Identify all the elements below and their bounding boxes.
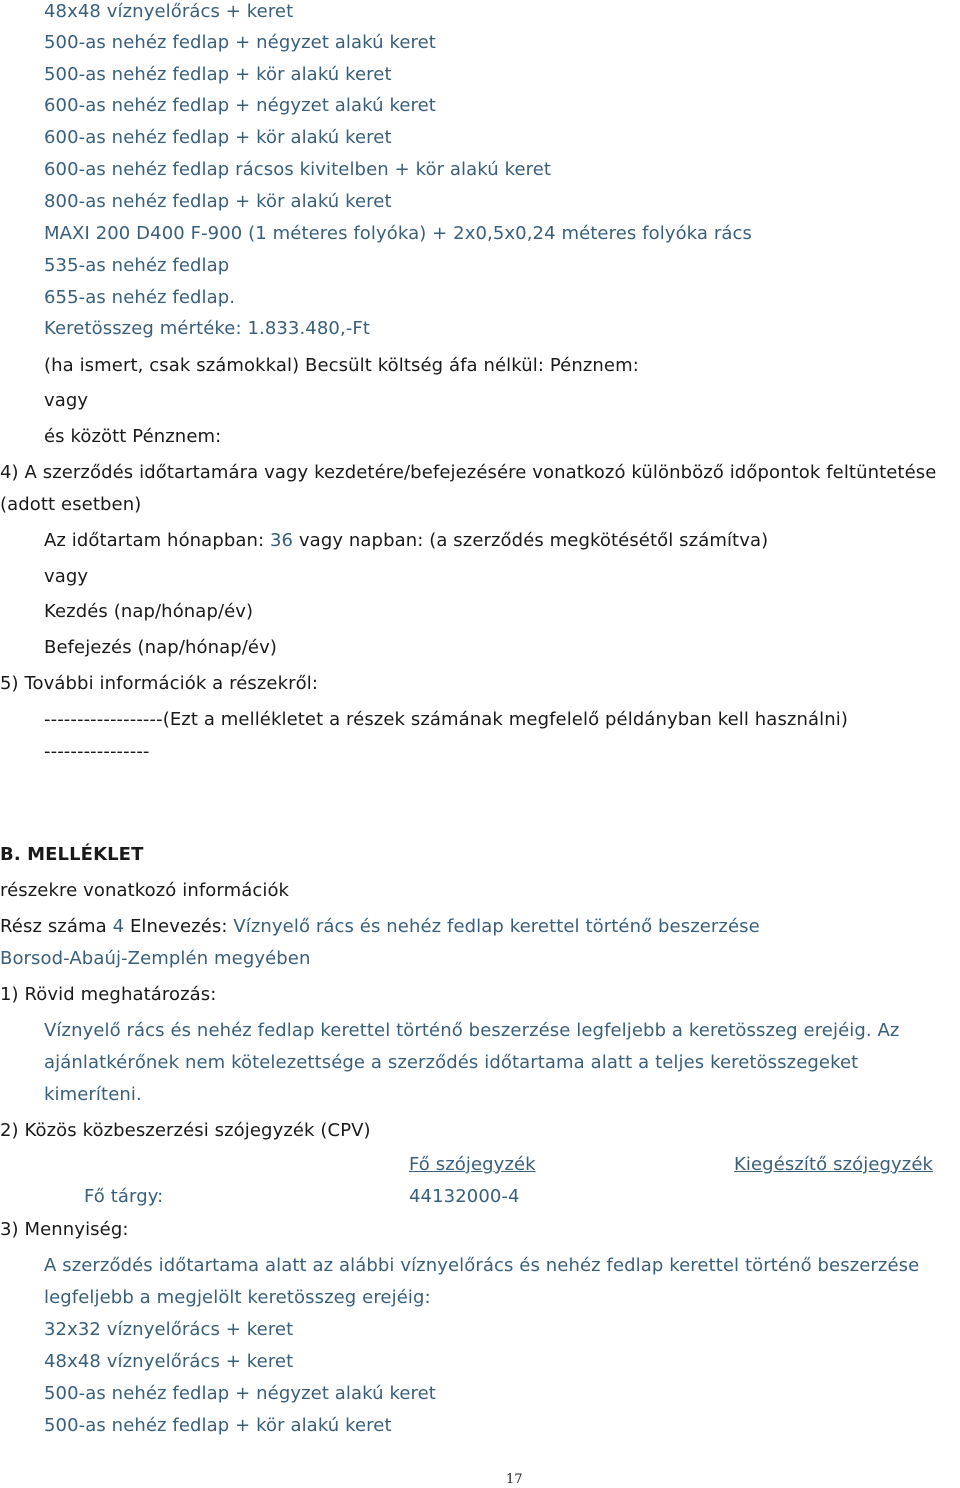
quantity-list-item: 32x32 víznyelőrács + keret xyxy=(44,1319,294,1340)
top-list-item: 535-as nehéz fedlap xyxy=(44,255,230,276)
estimate-line: (ha ismert, csak számokkal) Becsült költség áfa nélkül: Pénznem: xyxy=(44,355,639,376)
annex-subtitle: részekre vonatkozó információk xyxy=(0,880,290,901)
top-list-item: 600-as nehéz fedlap + négyzet alakú keret xyxy=(44,95,436,116)
section-5-dashes: ---------------- xyxy=(44,741,150,762)
quantity-list-item: 500-as nehéz fedlap + kör alakú keret xyxy=(44,1415,392,1436)
top-list-item: 48x48 víznyelőrács + keret xyxy=(44,1,294,22)
top-list-item: 500-as nehéz fedlap + kör alakú keret xyxy=(44,64,392,85)
between-line: és között Pénznem: xyxy=(44,426,222,447)
frame-amount: Keretösszeg mértéke: 1.833.480,-Ft xyxy=(44,318,370,339)
part-name: Víznyelő rács és nehéz fedlap kerettel történő beszerzése xyxy=(233,916,760,937)
or-text: vagy xyxy=(44,566,89,587)
part-label: Rész száma xyxy=(0,916,113,937)
section-4-heading: 4) A szerződés időtartamára vagy kezdetére/befejezésére vonatkozó különböző időpontok feltüntetése xyxy=(0,462,937,483)
duration-suffix: vagy napban: (a szerződés megkötésétől számítva) xyxy=(293,530,769,551)
part-line xyxy=(0,915,760,939)
section-2-heading: 2) Közös közbeszerzési szójegyzék (CPV) xyxy=(0,1120,371,1141)
cpv-main-header: Fő szójegyzék xyxy=(409,1154,536,1175)
quantity-text-cont: legfeljebb a megjelölt keretösszeg erejéig: xyxy=(44,1287,431,1308)
or-text: vagy xyxy=(44,390,89,411)
top-list-item: 600-as nehéz fedlap + kör alakú keret xyxy=(44,127,392,148)
short-description: Víznyelő rács és nehéz fedlap kerettel történő beszerzése legfeljebb a keretösszeg erejéig. Az xyxy=(44,1020,900,1041)
quantity-list-item: 500-as nehéz fedlap + négyzet alakú keret xyxy=(44,1383,436,1404)
quantity-list-item: 48x48 víznyelőrács + keret xyxy=(44,1351,294,1372)
duration-value: 36 xyxy=(270,530,294,551)
section-5-heading: 5) További információk a részekről: xyxy=(0,673,318,694)
cpv-supplementary-header: Kiegészítő szójegyzék xyxy=(734,1154,934,1175)
start-date-label: Kezdés (nap/hónap/év) xyxy=(44,601,254,622)
section-1-heading: 1) Rövid meghatározás: xyxy=(0,984,217,1005)
section-3-heading: 3) Mennyiség: xyxy=(0,1219,129,1240)
duration-prefix: Az időtartam hónapban: xyxy=(44,530,270,551)
section-5-note: ------------------(Ezt a mellékletet a részek számának megfelelő példányban kell használni) xyxy=(44,709,848,730)
top-list-item: 655-as nehéz fedlap. xyxy=(44,287,236,308)
top-list-item: 500-as nehéz fedlap + négyzet alakú keret xyxy=(44,32,436,53)
top-list-item: MAXI 200 D400 F-900 (1 méteres folyóka) + 2x0,5x0,24 méteres folyóka rács xyxy=(44,223,752,244)
page-number: 17 xyxy=(506,1472,523,1487)
quantity-text: A szerződés időtartama alatt az alábbi víznyelőrács és nehéz fedlap kerettel történő beszerzése xyxy=(44,1255,920,1276)
top-list-item: 600-as nehéz fedlap rácsos kivitelben + kör alakú keret xyxy=(44,159,552,180)
part-name-cont: Borsod-Abaúj-Zemplén megyében xyxy=(0,948,311,969)
part-number: 4 xyxy=(112,916,125,937)
short-description-cont: ajánlatkérőnek nem kötelezettsége a szerződés időtartama alatt a teljes keretösszegeket xyxy=(44,1052,859,1073)
annex-title: B. MELLÉKLET xyxy=(0,844,144,865)
name-label: Elnevezés: xyxy=(124,916,234,937)
short-description-cont: kimeríteni. xyxy=(44,1084,142,1105)
cpv-main-object-label: Fő tárgy: xyxy=(84,1186,164,1207)
cpv-main-code: 44132000-4 xyxy=(409,1186,520,1207)
end-date-label: Befejezés (nap/hónap/év) xyxy=(44,637,277,658)
section-4-heading-cont: (adott esetben) xyxy=(0,494,142,515)
top-list-item: 800-as nehéz fedlap + kör alakú keret xyxy=(44,191,392,212)
duration-line xyxy=(44,529,768,553)
